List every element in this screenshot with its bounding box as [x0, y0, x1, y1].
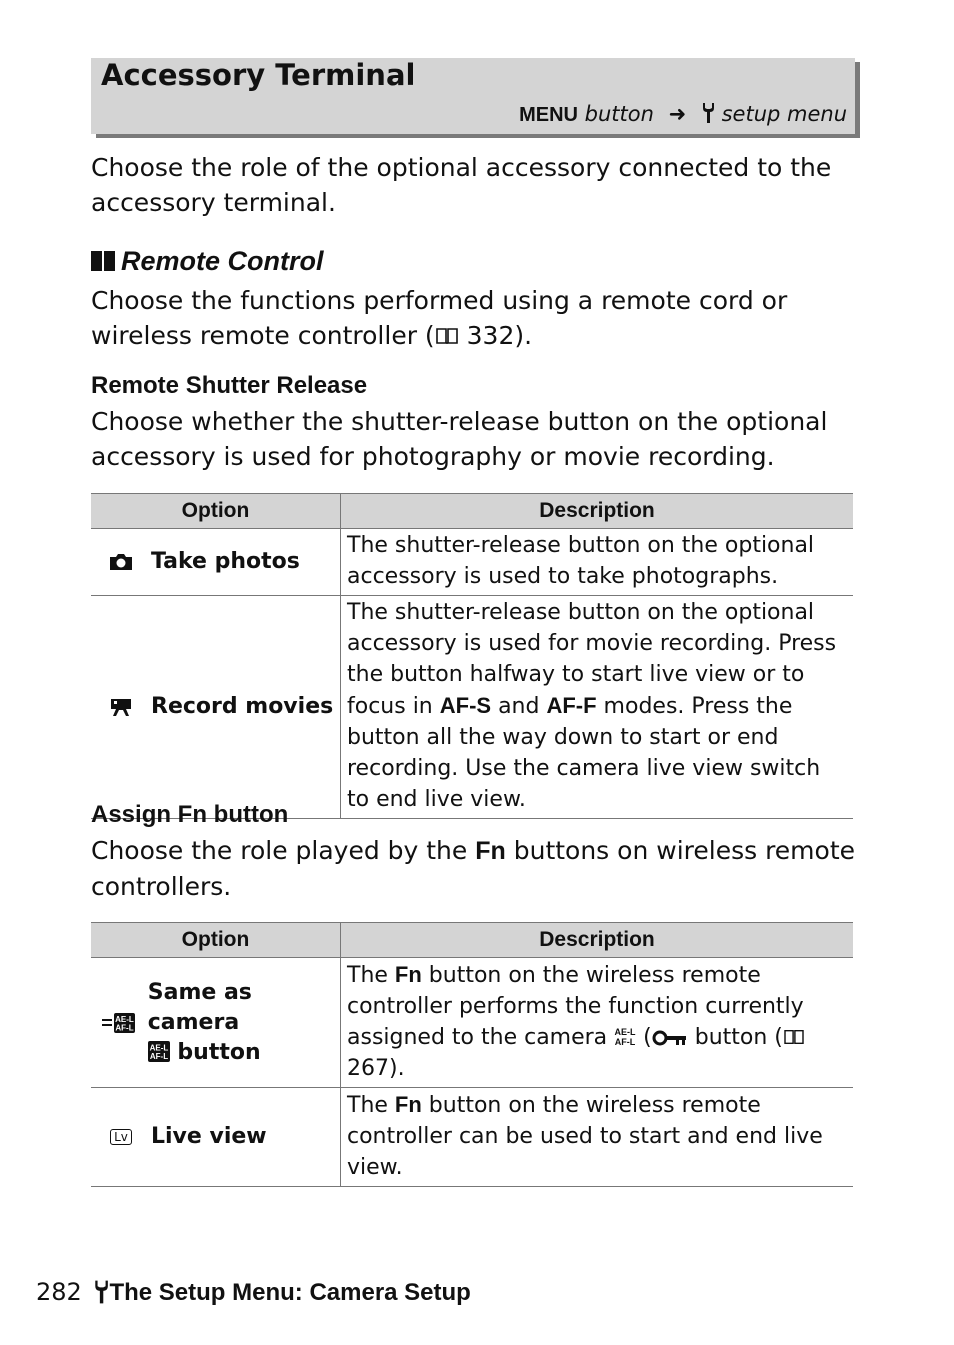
option-cell: [91, 596, 341, 819]
option-label-line2: button: [177, 1039, 261, 1065]
remote-control-text-c: ).: [514, 321, 533, 350]
description-same-as-camera: The Fn button on the wireless remote controller performs the function currently assigned to the camera AE-L AF-L ( button ( 267).: [341, 958, 854, 1088]
section-header: [91, 58, 855, 134]
svg-text:AF-L: AF-L: [149, 1051, 168, 1061]
camera-icon: [91, 553, 151, 571]
assign-fn-table: [91, 922, 853, 1187]
column-header-description: Description: [341, 494, 854, 529]
remote-control-heading: [91, 246, 324, 277]
af-s-mode: AF-S: [439, 693, 492, 718]
menu-button-label: MENU: [519, 104, 578, 126]
assign-fn-text-a: Choose the role played by the: [91, 836, 476, 865]
table-row: [91, 596, 853, 819]
svg-text:AF-L: AF-L: [614, 1037, 636, 1047]
wrench-icon: [93, 1279, 109, 1305]
table-row: [91, 529, 853, 596]
section-marker-icon: [91, 250, 117, 272]
table-row: [91, 1088, 853, 1187]
option-cell: [91, 529, 341, 596]
option-same-as-camera: [148, 978, 340, 1068]
fn-label: Fn: [475, 837, 506, 865]
page-ref-332[interactable]: 332: [466, 321, 515, 350]
intro-text: Choose the role of the optional accessory connected to the accessory terminal.: [91, 153, 832, 217]
desc-part: The: [347, 963, 395, 988]
desc-part: The shutter-release button on the optional accessory is used for movie recording. Press the button halfway to start live view or to focus in: [347, 600, 837, 719]
option-cell: [91, 1088, 341, 1187]
desc-part: button on the wireless remote controller can be used to start and end live view.: [347, 1093, 823, 1180]
page-ref-267[interactable]: 267: [347, 1056, 389, 1081]
table-row: [91, 958, 853, 1088]
wrench-icon: [701, 102, 715, 124]
ae-af-lock-icon: [148, 1041, 170, 1062]
svg-text:AE-L: AE-L: [149, 1043, 169, 1052]
assign-fn-text-b: buttons on wireless remote controllers.: [91, 836, 856, 901]
desc-part: button (: [687, 1025, 783, 1050]
equals-ae-af-lock-icon: [91, 1012, 148, 1034]
column-header-description: Description: [341, 923, 854, 958]
af-f-mode: AF-F: [546, 693, 597, 718]
remote-control-text-a: Choose the functions performed using a remote cord or wireless remote controller (: [91, 286, 788, 350]
column-header-option: Option: [91, 923, 341, 958]
option-take-photos: Take photos: [151, 549, 300, 574]
menu-path: [519, 102, 847, 127]
book-icon: [783, 1028, 805, 1046]
desc-part: ).: [389, 1056, 405, 1081]
ae-af-lock-outline-icon: [614, 1026, 636, 1048]
description-live-view: [341, 1088, 854, 1187]
footer-title: The Setup Menu: Camera Setup: [109, 1279, 471, 1306]
fn-label: Fn: [394, 962, 422, 987]
desc-part: The: [347, 1093, 395, 1118]
option-cell: [91, 958, 341, 1088]
remote-control-heading-text: Remote Control: [121, 246, 324, 276]
desc-part: button on the wireless remote controller performs the function currently assigned to the camera: [347, 963, 804, 1050]
key-icon: [652, 1029, 688, 1047]
arrow-right-icon: ➜: [668, 102, 687, 126]
remote-shutter-text: Choose whether the shutter-release button on the optional accessory is used for photography or movie recording.: [91, 407, 828, 471]
description-record-movies: [341, 596, 854, 819]
svg-text:AE-L: AE-L: [614, 1027, 636, 1037]
option-record-movies: Record movies: [151, 694, 334, 719]
svg-text:AF-L: AF-L: [115, 1023, 134, 1032]
page-number: 282: [36, 1278, 82, 1306]
setup-menu-label: setup menu: [721, 102, 847, 126]
assign-fn-text: [91, 833, 856, 904]
svg-text:AE-L: AE-L: [115, 1014, 135, 1024]
page-title: Accessory Terminal: [101, 58, 416, 92]
table-header-row: [91, 923, 853, 958]
lv-icon: [91, 1129, 151, 1145]
option-label-line1: Same as camera: [147, 979, 252, 1035]
remote-shutter-table: [91, 493, 853, 819]
column-header-option: Option: [91, 494, 341, 529]
remote-control-text: [91, 283, 856, 353]
lv-icon-text: Lv: [110, 1129, 132, 1145]
book-icon: [435, 326, 459, 346]
table-header-row: [91, 494, 853, 529]
desc-part: modes. Press the button all the way down to start or end recording. Use the camera live view switch to end live view.: [347, 694, 821, 812]
remote-shutter-heading: Remote Shutter Release: [91, 372, 368, 399]
description-take-photos: The shutter-release button on the optional accessory is used to take photographs.: [341, 529, 854, 596]
option-live-view: Live view: [151, 1124, 267, 1149]
button-word: button: [584, 102, 654, 126]
page-footer: [36, 1278, 471, 1307]
movie-camera-icon: [91, 697, 151, 717]
assign-fn-heading: Assign Fn button: [91, 801, 289, 828]
fn-label: Fn: [394, 1092, 422, 1117]
desc-part: and: [491, 694, 547, 719]
